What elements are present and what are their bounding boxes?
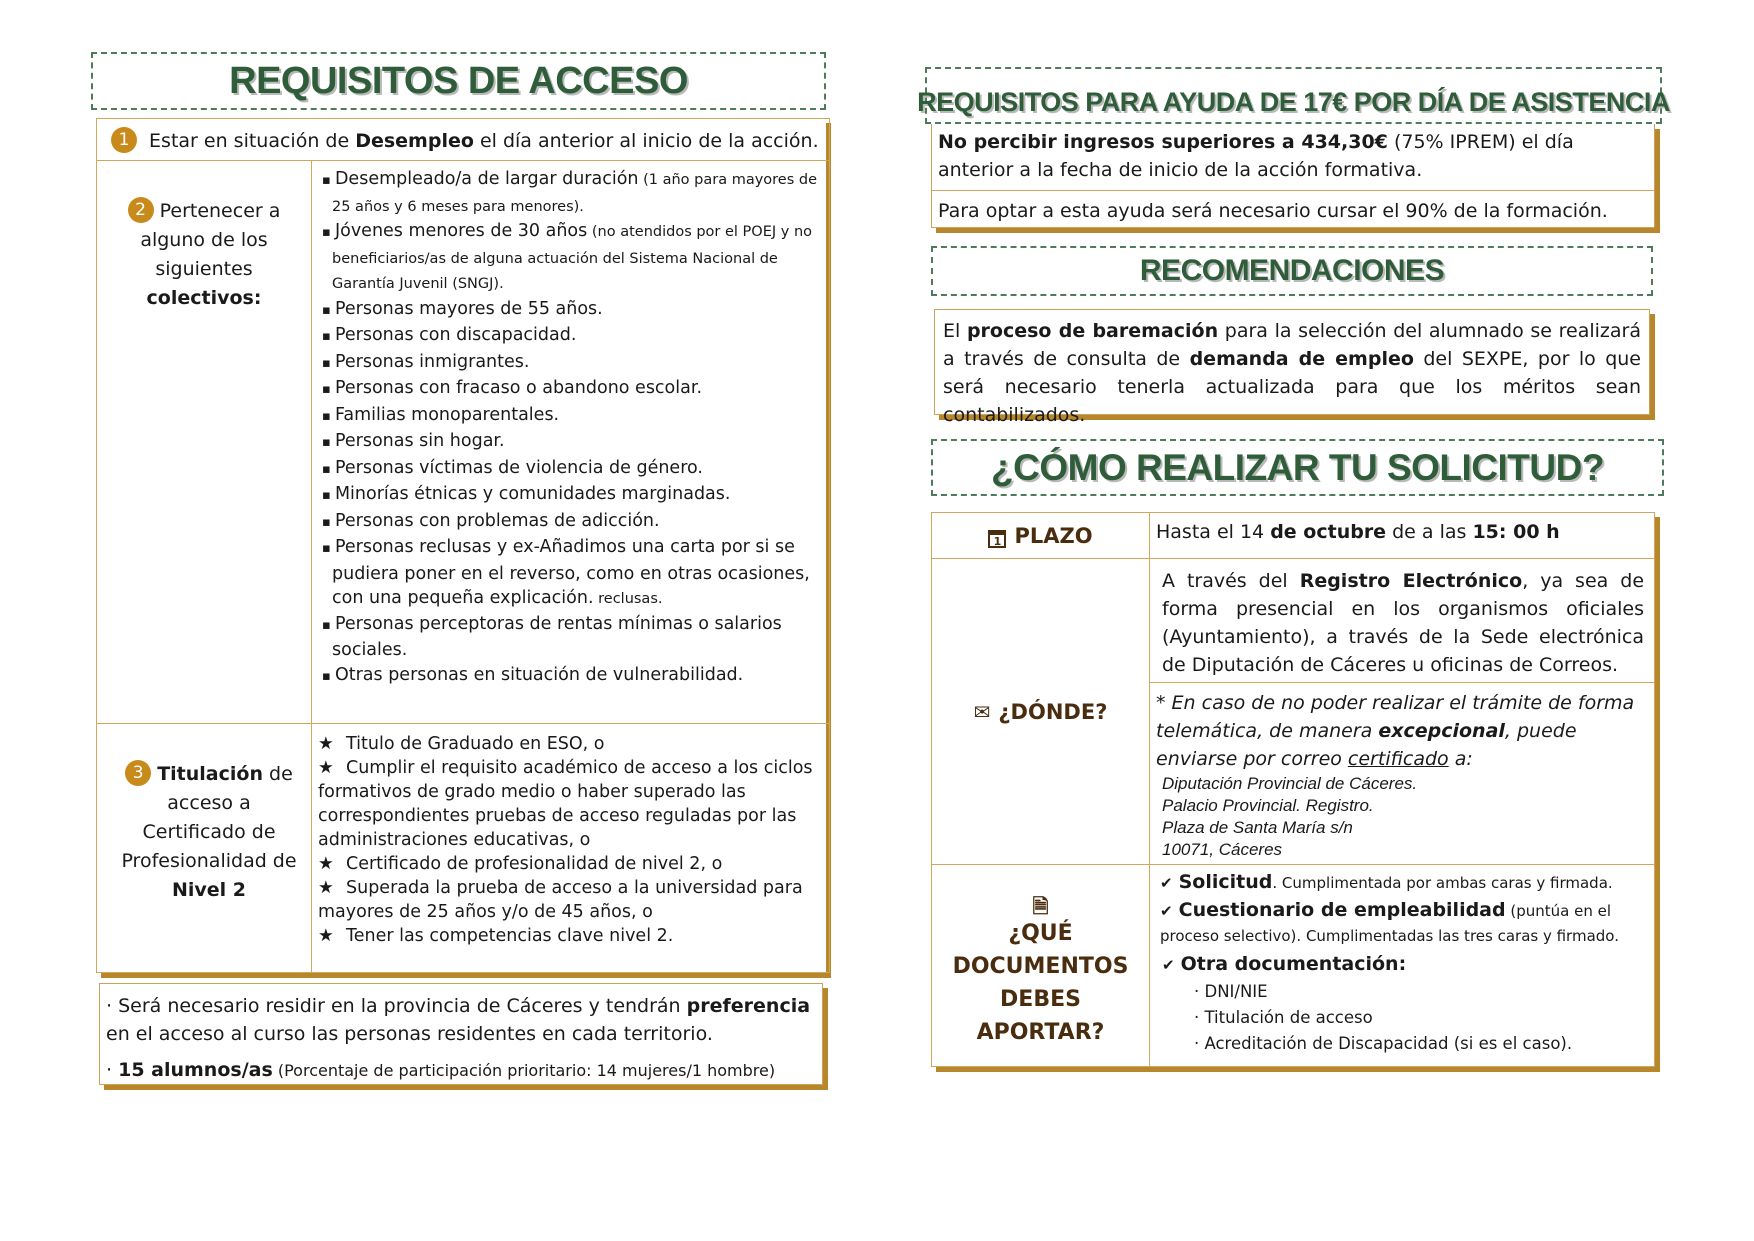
solicitud-title: ¿CÓMO REALIZAR TU SOLICITUD? bbox=[991, 446, 1604, 488]
check-icon: ✔ bbox=[1162, 956, 1175, 974]
calendar-icon: 1 bbox=[988, 530, 1006, 548]
colectivo-item: ▪ Desempleado/a de largar duración (1 año para mayores de 25 años y 6 meses para menores). bbox=[322, 167, 821, 219]
star-icon: ★ bbox=[318, 758, 334, 778]
titulacion-item: ★ Certificado de profesionalidad de nivel 2, o bbox=[318, 854, 723, 874]
ayuda-income-text: No percibir ingresos superiores a 434,30€ (75% IPREM) el día anterior a la fecha de inicio de la acción formativa. bbox=[932, 124, 1654, 191]
colectivo-item: ▪ Personas víctimas de violencia de género. bbox=[322, 456, 821, 483]
star-icon: ★ bbox=[318, 734, 334, 754]
colectivo-item: ▪ Otras personas en situación de vulnerabilidad. bbox=[322, 663, 821, 690]
left-title-banner bbox=[91, 52, 826, 110]
donde-label: ¿DÓNDE? bbox=[998, 699, 1108, 724]
colectivo-item: ▪ Personas mayores de 55 años. bbox=[322, 297, 821, 324]
colectivo-item: ▪ Personas inmigrantes. bbox=[322, 350, 821, 377]
titulacion-item: ★ Superada la prueba de acceso a la universidad para mayores de 25 años y/o de 45 años, o bbox=[318, 878, 803, 922]
access-requirements-table bbox=[96, 118, 826, 973]
plazo-label: PLAZO bbox=[1014, 523, 1093, 548]
colectivo-item: ▪ Familias monoparentales. bbox=[322, 403, 821, 430]
students-note: · 15 alumnos/as (Porcentaje de participación prioritario: 14 mujeres/1 hombre) bbox=[106, 1059, 776, 1081]
colectivo-item: ▪ Personas sin hogar. bbox=[322, 429, 821, 456]
recom-title: RECOMENDACIONES bbox=[1139, 254, 1445, 287]
document-icon: 🗎 bbox=[1032, 894, 1049, 918]
ayuda-box bbox=[931, 124, 1655, 228]
left-title: REQUISITOS DE ACCESO bbox=[229, 59, 688, 102]
donde-text: A través del Registro Electrónico, ya sea de forma presencial en los organismos oficiales (Ayuntamiento), a través de la Sede electrónica de Diputación de Cáceres u oficinas de Correos. bbox=[1150, 559, 1655, 683]
plazo-row bbox=[932, 513, 1655, 559]
titulacion-item: ★ Cumplir el requisito académico de acceso a los ciclos formativos de grado medio o haber superado las correspondientes pruebas de acceso reguladas por las administraciones educativas, o bbox=[318, 758, 813, 850]
correo-text: * En caso de no poder realizar el trámite de forma telemática, de manera excepcional, puede enviarse por correo certificado a: Diputación Provincial de Cáceres. Palacio Provincial. Registro. Plaza de Santa María s/n 10071, Cáceres bbox=[1150, 683, 1655, 865]
colectivo-item: ▪ Jóvenes menores de 30 años (no atendidos por el POEJ y no beneficiarios/as de alguna actuación del Sistema Nacional de Garantía Juvenil (SNGJ). bbox=[322, 219, 821, 297]
doc-subitem: · DNI/NIE bbox=[1194, 982, 1268, 1001]
check-icon: ✔ bbox=[1160, 902, 1173, 920]
check-icon: ✔ bbox=[1160, 874, 1173, 892]
recom-title-banner bbox=[931, 246, 1653, 296]
solicitud-title-banner bbox=[931, 439, 1664, 496]
number-badge-1: 1 bbox=[111, 127, 137, 153]
docs-label: ¿QUÉ DOCUMENTOS DEBES APORTAR? bbox=[952, 921, 1129, 1045]
doc-subitem: · Acreditación de Discapacidad (si es el caso). bbox=[1194, 1034, 1573, 1053]
star-icon: ★ bbox=[318, 878, 334, 898]
colectivos-label: 2 Pertenecer a alguno de los siguientes colectivos: bbox=[97, 161, 312, 724]
residence-note: · Será necesario residir en la provincia de Cáceres y tendrán preferencia en el acceso al curso las personas residentes en cada territorio. bbox=[106, 995, 811, 1045]
titulacion-item: ★ Tener las competencias clave nivel 2. bbox=[318, 926, 674, 946]
envelope-icon: ✉ bbox=[973, 699, 991, 724]
ayuda-title: REQUISITOS PARA AYUDA DE 17€ POR DÍA DE ASISTENCIA bbox=[917, 87, 1670, 117]
row-desempleo: 1 Estar en situación de Desempleo el día anterior al inicio de la acción. bbox=[97, 119, 830, 161]
titulacion-list bbox=[318, 732, 817, 948]
number-badge-3: 3 bbox=[125, 760, 151, 786]
colectivo-item: ▪ Personas reclusas y ex-Añadimos una carta por si se pudiera poner en el reverso, como en otras ocasiones, con una pequeña explicación. reclusas. bbox=[322, 535, 821, 612]
star-icon: ★ bbox=[318, 926, 334, 946]
star-icon: ★ bbox=[318, 854, 334, 874]
solicitud-table bbox=[931, 512, 1655, 1067]
colectivo-item: ▪ Minorías étnicas y comunidades marginadas. bbox=[322, 482, 821, 509]
row-titulacion bbox=[97, 724, 830, 973]
titulacion-item: ★ Titulo de Graduado en ESO, o bbox=[318, 734, 605, 754]
docs-list bbox=[1150, 865, 1655, 1067]
number-badge-2: 2 bbox=[128, 197, 154, 223]
docs-row bbox=[932, 865, 1655, 1067]
doc-subitem: · Titulación de acceso bbox=[1194, 1008, 1373, 1027]
doc-otra: ✔ Otra documentación: bbox=[1162, 953, 1407, 975]
doc-sublist bbox=[1160, 979, 1648, 1057]
plazo-value: Hasta el 14 de octubre de a las 15: 00 h bbox=[1150, 513, 1655, 559]
row-colectivos bbox=[97, 161, 830, 724]
colectivos-list bbox=[322, 167, 821, 689]
colectivo-item: ▪ Personas con fracaso o abandono escolar. bbox=[322, 376, 821, 403]
donde-row bbox=[932, 559, 1655, 683]
colectivo-item: ▪ Personas con discapacidad. bbox=[322, 323, 821, 350]
doc-cuestionario: ✔ Cuestionario de empleabilidad (puntúa en el proceso selectivo). Cumplimentadas las tres caras y firmado. bbox=[1160, 899, 1619, 945]
postal-address: Diputación Provincial de Cáceres. Palacio Provincial. Registro. Plaza de Santa María s/n 10071, Cáceres bbox=[1162, 774, 1418, 859]
colectivo-item: ▪ Personas perceptoras de rentas mínimas o salarios sociales. bbox=[322, 612, 821, 663]
solicitud-table-box bbox=[931, 512, 1655, 1067]
ayuda-title-banner bbox=[917, 67, 1670, 124]
requirements-grid bbox=[96, 118, 830, 973]
residence-note-box bbox=[99, 983, 823, 1085]
ayuda-attendance-text: Para optar a esta ayuda será necesario cursar el 90% de la formación. bbox=[938, 200, 1608, 222]
recom-box: El proceso de baremación para la selección del alumnado se realizará a través de consulta de demanda de empleo del SEXPE, por lo que será necesario tenerla actualizada para que los méritos sean contabilizados. bbox=[934, 309, 1650, 415]
colectivo-item: ▪ Personas con problemas de adicción. bbox=[322, 509, 821, 536]
doc-solicitud: ✔ Solicitud. Cumplimentada por ambas caras y firmada. bbox=[1160, 871, 1613, 893]
titulacion-label: 3 Titulación de acceso a Certificado de Profesionalidad de Nivel 2 bbox=[97, 724, 312, 973]
